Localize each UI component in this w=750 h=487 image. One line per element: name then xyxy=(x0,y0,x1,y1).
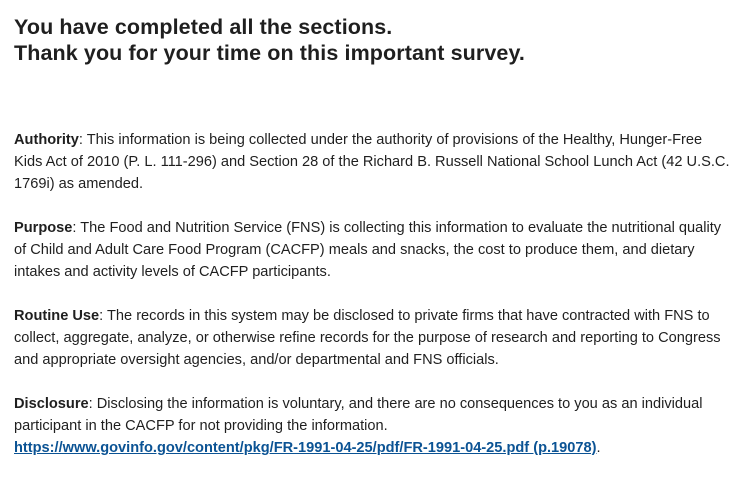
purpose-text: : The Food and Nutrition Service (FNS) is collecting this information to evaluate the nutritional quality of Child and Adult Care Food Program (CACFP) meals and snacks, the cost to produce them, and dietary intakes and activity levels of CACFP participants. xyxy=(14,220,722,280)
purpose-paragraph xyxy=(14,217,730,283)
completion-heading-line-1: You have completed all the sections. xyxy=(14,15,393,39)
authority-paragraph xyxy=(14,129,730,195)
routine-use-text: : The records in this system may be disclosed to private firms that have contracted with FNS to collect, aggregate, analyze, or otherwise refine records for the purpose of research and reporting to Congress and appropriate oversight agencies, and/or departmental and FNS officials. xyxy=(14,308,721,368)
authority-term: Authority xyxy=(14,132,79,148)
authority-text: : This information is being collected under the authority of provisions of the Healthy, Hunger-Free Kids Act of 2010 (P. L. 111-296) and Section 28 of the Richard B. Russell National School Lunch Act (42 U.S.C. 1769i) as amended. xyxy=(14,132,730,192)
privacy-notice xyxy=(14,129,736,459)
disclosure-text: : Disclosing the information is voluntary, and there are no consequences to you as an individual participant in the CACFP for not providing the information. xyxy=(14,396,703,434)
federal-register-link[interactable]: https://www.govinfo.gov/content/pkg/FR-1991-04-25/pdf/FR-1991-04-25.pdf (p.19078) xyxy=(14,440,597,456)
routine-use-paragraph xyxy=(14,305,730,371)
routine-use-term: Routine Use xyxy=(14,308,100,324)
purpose-term: Purpose xyxy=(14,220,73,236)
disclosure-paragraph xyxy=(14,393,730,459)
disclosure-trailing-period: . xyxy=(596,440,601,456)
completion-heading-line-2: Thank you for your time on this important survey. xyxy=(14,41,526,65)
disclosure-term: Disclosure xyxy=(14,396,89,412)
completion-heading xyxy=(14,14,736,66)
